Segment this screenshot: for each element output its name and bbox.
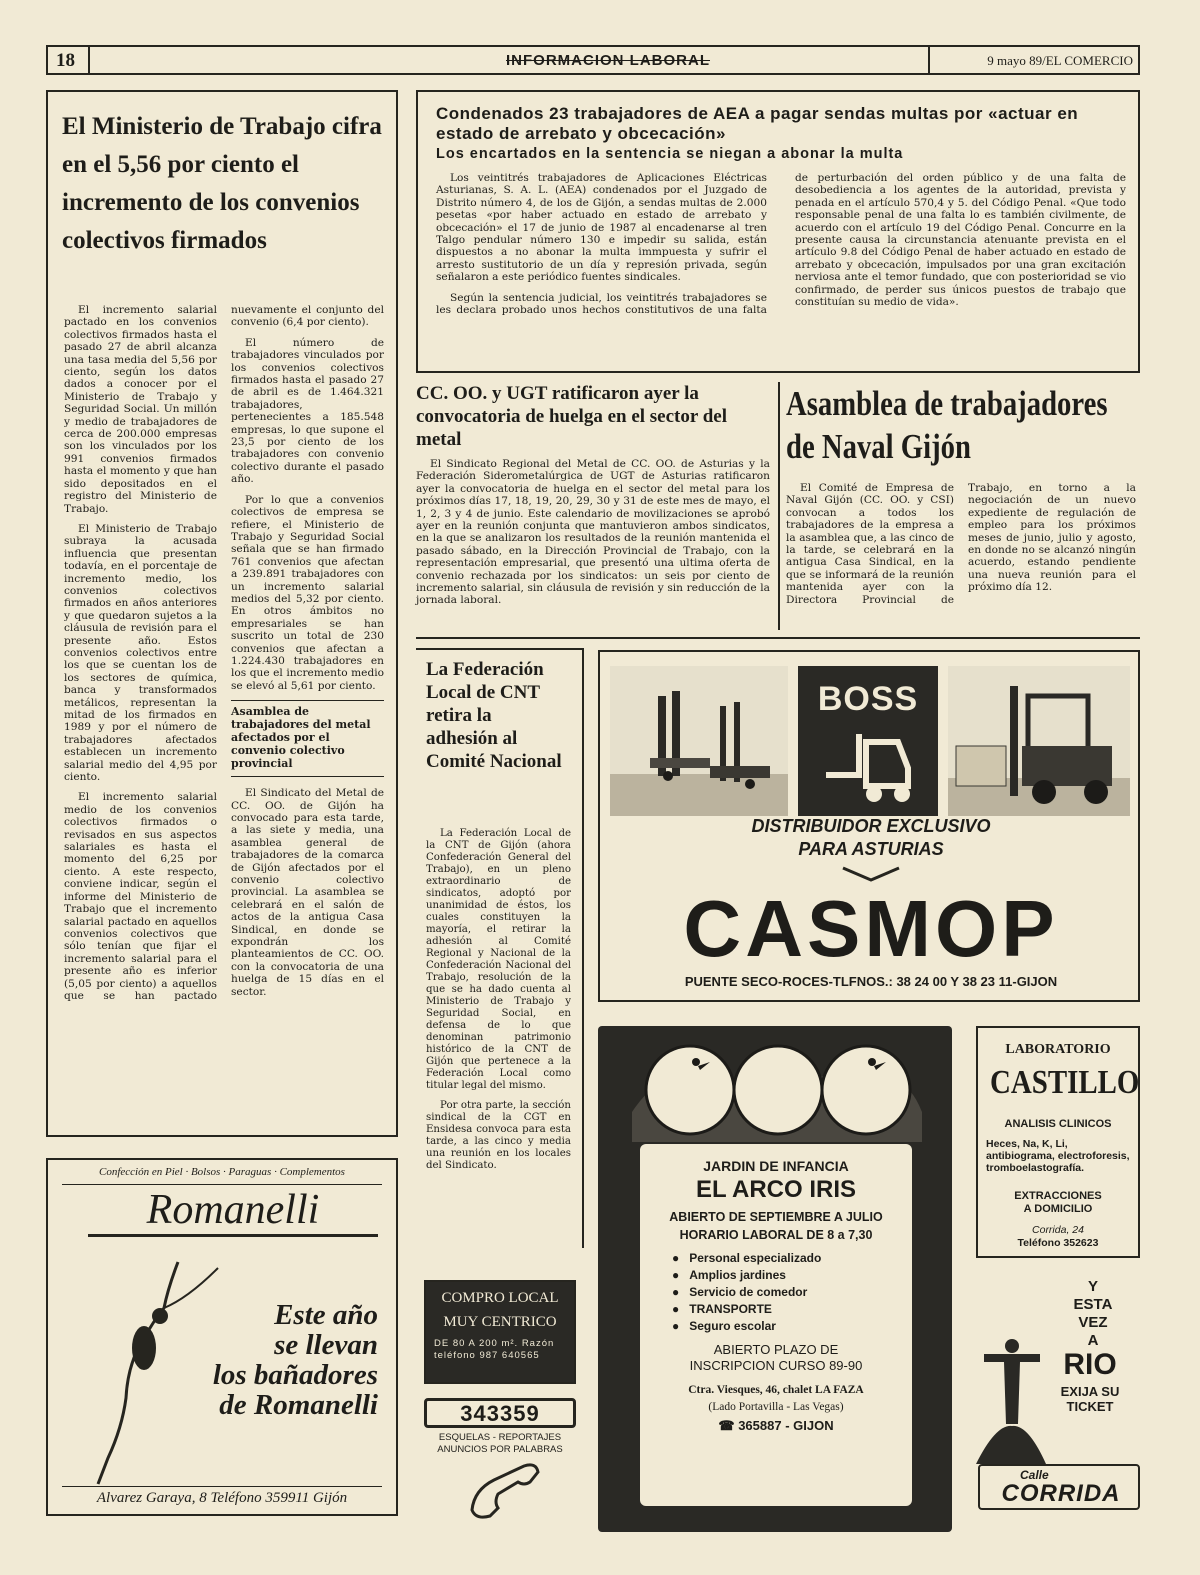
esquelas-phone-box (424, 1398, 576, 1428)
forklift-icon (820, 728, 916, 808)
list-item: ● Seguro escolar (672, 1319, 776, 1333)
column-divider (778, 382, 780, 630)
article-paragraph: La Federación Local de la CNT de Gijón (ahora Confederación General del Trabajo), en un pleno extraordinario de sindicatos, adoptó por unanimidad de éstos, los cuales constituyen la mayoría, el retirar la adhesión al Comité Regional y Nacional de la Confederación Nacional del Trabajo, resolución de la que se ha dado cuenta al Ministerio de Trabajo y Seguridad Social, en defensa de lo que denominan patrimonio histórico de la CNT de Gijón que pertenece a la Federación Local como titular legal del mismo. (426, 828, 571, 1091)
article-huelga-headline: CC. OO. y UGT ratificaron ayer la convocatoria de huelga en el sector del metal (416, 383, 727, 450)
jardin-enrollment-2: INSCRIPCION CURSO 89-90 (689, 1358, 863, 1373)
rio-line: Y (1087, 1278, 1098, 1295)
article-ministerio-headline: El Ministerio de Trabajo cifra en el 5,56 por ciento el incremento de los convenios colectivos firmados (62, 113, 382, 254)
telephone-handset-icon (464, 1460, 544, 1520)
corrida-small: Calle (1020, 1468, 1049, 1482)
section-title: INFORMACION LABORAL (506, 52, 710, 69)
article-paragraph: Según la sentencia judicial, los veintitrés trabajadores se les declara probado unos hechos constitutivos de una falta de perturbación del orden público y de una falta de desobediencia a los agentes de la autoridad, prevista y penada en el artículo 570,4 y 5. del Código Penal. «Que todo responsable penal de una falta lo es también civilmente, de acuerdo con el artículo 19 del Código Penal. Concurre en la presente causa la circunstancia atenuante prevista en el artículo 9.8 del Código Penal de haber actuado en estado de arrebato y obcecación, impulsados por una gran excitación nerviosa ante el temor fundado, que con posterioridad se vio confirmado, de perder sus únicos puestos de trabajo que constituían su medio de vida». (436, 172, 1126, 317)
slogan-line: se llevan (274, 1329, 378, 1361)
bullet-icon: ● (672, 1302, 690, 1316)
bullet-icon: ● (672, 1268, 690, 1282)
compro-title-2: MUY CENTRICO (443, 1314, 557, 1330)
article-asamblea-metal-subhead: Asamblea de trabajadores del metal afectados por el convenio colectivo provincial (231, 705, 371, 771)
article-asamblea-metal-text: El Sindicato del Metal de CC. OO. de Gijón ha convocado para esta tarde, a las siete y media, una asamblea general de trabajadores de la comarca de Gijón afectados por el convenio colectivo provincial. La asamblea se celebrará en el salón de actos de la antigua Casa Sindical, en donde se expondrán los planteamientos de CC. OO. con la convocatoria de una huelga de 15 días en el sector. (231, 787, 384, 998)
ad-romanelli (46, 1158, 398, 1516)
jardin-hours: HORARIO LABORAL DE 8 a 7,30 (679, 1228, 873, 1242)
esquelas-phone: 343359 (460, 1401, 540, 1426)
esquelas-line-1: ESQUELAS - REPORTAJES (438, 1432, 562, 1443)
christ-statue-illustration (976, 1334, 1046, 1464)
rule (62, 1184, 382, 1185)
boss-brand: BOSS (817, 680, 919, 718)
rio-line: ESTA (1073, 1296, 1113, 1313)
romanelli-address: Alvarez Garaya, 8 Teléfono 359911 Gijón (96, 1490, 348, 1506)
bullet-icon: ● (672, 1319, 690, 1333)
article-huelga-text: El Sindicato Regional del Metal de CC. OO. de Asturias y la Federación Siderometalúrgica de UGT de Asturias ratificaron ayer la convocatoria de huelga en el sector del metal para los próximos días 17, 18, 19, 20, 29, 30 y 31 de este mes de mayo, el 1, 2, 3 y 4 de junio. Este calendario de movilizaciones se aprobó ayer en la reunión conjunta que mantuvieron ambos sindicatos, en la que se analizaron los resultados de la reunión mantenida el pasado sábado, en la Dirección Provincial de Trabajo, con la representación empresarial, que presentó una ultima oferta de convenio rechazada por los sindicatos: un seis por ciento de incremento salarial, sin cláusula de revisión y sin reducción de la jornada laboral. (416, 458, 770, 607)
rule (231, 776, 384, 777)
boss-logo (798, 666, 938, 816)
rio-cta-1: EXIJA SU (1060, 1384, 1120, 1399)
page-number: 18 (56, 50, 75, 71)
rio-line: A (1087, 1332, 1099, 1349)
jardin-panel (640, 1144, 912, 1506)
date-source: 9 mayo 89/EL COMERCIO (987, 53, 1133, 68)
article-cnt-headline: La Federación Local de CNT retira la adhesión al Comité Nacional (426, 659, 562, 772)
list-item: ● TRANSPORTE (672, 1302, 772, 1316)
lab-label: LABORATORIO (1005, 1042, 1111, 1057)
compro-detail: DE 80 A 200 m². Razón teléfono 987 640565 (434, 1338, 555, 1361)
rule (62, 1486, 382, 1487)
article-paragraph: El Ministerio de Trabajo subraya la acusada influencia que presentan todavía, en el porcentaje de incremento medio, los convenios colectivos firmados en años anteriores y que quedaron sujetos a la cláusula de revisión para el presente año. Estos convenios colectivos entre los que se cuentan los de los sectores de química, banca y transformados metálicos, representan la mitad de los firmados en 1989 y por el número de trabajadores afectados establecen un incremento salarial medio del 4,95 por ciento. (64, 522, 217, 784)
slogan-line: Este año (274, 1299, 378, 1331)
slogan-line: de Romanelli (219, 1389, 378, 1421)
jardin-address: Ctra. Viesques, 46, chalet LA FAZA (688, 1384, 864, 1396)
ad-laboratorio (976, 1026, 1140, 1258)
bullet-icon: ● (672, 1251, 690, 1265)
casmop-tagline-2: PARA ASTURIAS (798, 839, 944, 859)
romanelli-slogan (198, 1300, 378, 1420)
corrida-logo (978, 1464, 1140, 1510)
pallet-truck-photo (610, 666, 788, 816)
lab-extra-2: A DOMICILIO (1023, 1203, 1093, 1215)
jardin-features (672, 1250, 892, 1335)
lab-address: Corrida, 24 (1032, 1224, 1084, 1236)
lab-extra-1: EXTRACCIONES (1014, 1190, 1102, 1202)
jardin-landmark: (Lado Portavilla - Las Vegas) (708, 1401, 844, 1413)
casmop-address: PUENTE SECO-ROCES-TLFNOS.: 38 24 00 Y 38 23 11-GIJON (684, 974, 1058, 989)
jardin-phone: ☎ 365887 - GIJON (718, 1418, 834, 1433)
article-aea-frame (416, 90, 1140, 373)
slogan-line: los bañadores (212, 1359, 378, 1391)
list-item: ● Personal especializado (672, 1251, 822, 1265)
rio-big: RIO (1063, 1348, 1117, 1381)
casmop-tagline-1: DISTRIBUIDOR EXCLUSIVO (751, 816, 991, 836)
romanelli-brand: Romanelli (88, 1186, 378, 1237)
article-aea-subhead: Los encartados en la sentencia se niegan a abonar la multa (436, 146, 904, 162)
article-naval (786, 382, 1142, 632)
page-header (46, 45, 1140, 75)
lab-service: ANALISIS CLINICOS (1004, 1118, 1112, 1130)
article-naval-text: El Comité de Empresa de Naval Gijón (CC. OO. y CSI) convocan a todos los trabajadores de la empresa a la asamblea que, a las cinco de la tarde, se celebrará en la antigua Casa Sindical, en la que se informará de la reunión mantenida ayer con la Directora Provincial de Trabajo, en torno a la negociación de un nuevo expediente de regulación de empleo para los próximos meses de junio, julio y agosto, en donde no se alcanzó ningún acuerdo, estando pendiente una nueva reunión para el próximo día 12. (786, 482, 1136, 606)
article-paragraph: El incremento salarial pactado en los convenios colectivos firmados hasta el pasado 27 de abril alcanza una tasa media del 5,56 por ciento, según los datos dados a conocer por el Ministerio de Trabajo y Seguridad Social. Un millón y medio de trabajadores de cerca de 200.000 empresas son los vinculados por los 991 convenios firmados hasta el momento y que han sido depositados en el registro del Ministerio de Trabajo. (64, 304, 217, 515)
jardin-season: ABIERTO DE SEPTIEMBRE A JULIO (669, 1210, 883, 1224)
article-huelga (416, 382, 772, 632)
phone-icon: ☎ (718, 1418, 739, 1433)
chevron-icon (841, 866, 901, 884)
article-paragraph: El número de trabajadores vinculados por los convenios colectivos firmados hasta el pasado 27 de abril es de 1.464.321 trabajadores, pertenecientes a 185.548 empresas, lo que supone el 23,5 por ciento de los trabajadores con convenio colectivo durante el pasado año. (231, 336, 384, 486)
article-cnt-frame (416, 648, 584, 1248)
article-cnt-body (426, 828, 571, 1180)
jardin-enrollment-1: ABIERTO PLAZO DE (713, 1342, 839, 1357)
ad-casmop (598, 650, 1140, 1002)
article-paragraph: Por lo que a convenios colectivos de empresa se refiere, el Ministerio de Trabajo y Seguridad Social señala que se han firmado 761 convenios que afectan a 239.891 trabajadores con un incremento salarial medios del 5,32 por ciento. En otros ámbitos no empresariales se han suscrito un total de 230 convenios que afectan a 1.224.430 trabajadores en los que el incremento medio se elevó al 5,61 por ciento. (231, 493, 384, 692)
article-ministerio-body (64, 304, 384, 1116)
rio-line: VEZ (1078, 1314, 1108, 1331)
forklift-photo (948, 666, 1130, 816)
article-paragraph: Por otra parte, la sección sindical de la CGT en Ensidesa convoca para esta tarde, a las cinco y media una reunión en los locales del Sindicato. (426, 1100, 571, 1171)
rio-cta-2: TICKET (1066, 1399, 1114, 1414)
jardin-name: EL ARCO IRIS (695, 1176, 857, 1203)
header-rule-left (88, 47, 90, 73)
article-paragraph: Los veintitrés trabajadores de Aplicaciones Eléctricas Asturianas, S. A. L. (AEA) condenados por el Juzgado de Distrito número 4, de los de Gijón, a sendas multas de 2.000 pesetas «por haber actuado en estado de arrebato y obcecación» el 17 de junio de 1987 al encadenarse al tren Talgo pendular número 130 e impedir su salida, están dispuestos a no abonar la multa immpuesta y sufrir el arresto sustitutorio de un día y represión privada, según señalaron a este periódico fuentes sindicales. (436, 172, 767, 284)
lab-phone: Teléfono 352623 (1017, 1237, 1099, 1249)
ad-rio (976, 1274, 1140, 1514)
jardin-title: JARDIN DE INFANCIA (703, 1158, 849, 1174)
article-aea-body (436, 172, 1126, 367)
bullet-icon: ● (672, 1285, 690, 1299)
article-naval-headline: Asamblea de trabajadores de Naval Gijón (786, 384, 1108, 466)
article-aea-headline: Condenados 23 trabajadores de AEA a pagar sendas multas por «actuar en estado de arrebato y obcecación» (436, 104, 1079, 143)
list-item: ● Servicio de comedor (672, 1285, 808, 1299)
list-item: ● Amplios jardines (672, 1268, 786, 1282)
row-rule (416, 637, 1140, 639)
article-paragraph: El incremento salarial medio de los convenios colectivos firmados o revisados en sus aspectos salariales es hasta el momento del 6,25 por ciento. A este respecto, conviene indicar, según el informe del Ministerio de Trabajo que el incremento salarial pactado en aquellos convenios colectivos que sólo tenían que fijar el incremento salarial para el presente año es inferior (5,05 por ciento) a aquellos que se han pactado nuevamente el conjunto del convenio (6,4 por ciento). (64, 304, 384, 1002)
article-ministerio-frame (46, 90, 398, 1137)
lab-tests: Heces, Na, K, Li, antibiograma, electroforesis, tromboelastografía. (986, 1138, 1130, 1174)
romanelli-top-line: Confección en Piel · Bolsos · Paraguas · Complementos (99, 1166, 345, 1178)
rio-lines (1046, 1278, 1140, 1350)
ad-esquelas (424, 1398, 576, 1522)
compro-title-1: COMPRO LOCAL (441, 1290, 559, 1306)
oranges-illustration (612, 1032, 938, 1142)
ad-jardin (598, 1026, 952, 1532)
ad-compro (424, 1280, 576, 1384)
rule (231, 700, 384, 701)
esquelas-line-2: ANUNCIOS POR PALABRAS (437, 1444, 563, 1455)
lab-name: CASTILLO (990, 1064, 1140, 1101)
header-rule-right (928, 47, 930, 73)
casmop-company: CASMOP (683, 884, 1059, 973)
corrida-big: CORRIDA (1001, 1480, 1121, 1507)
